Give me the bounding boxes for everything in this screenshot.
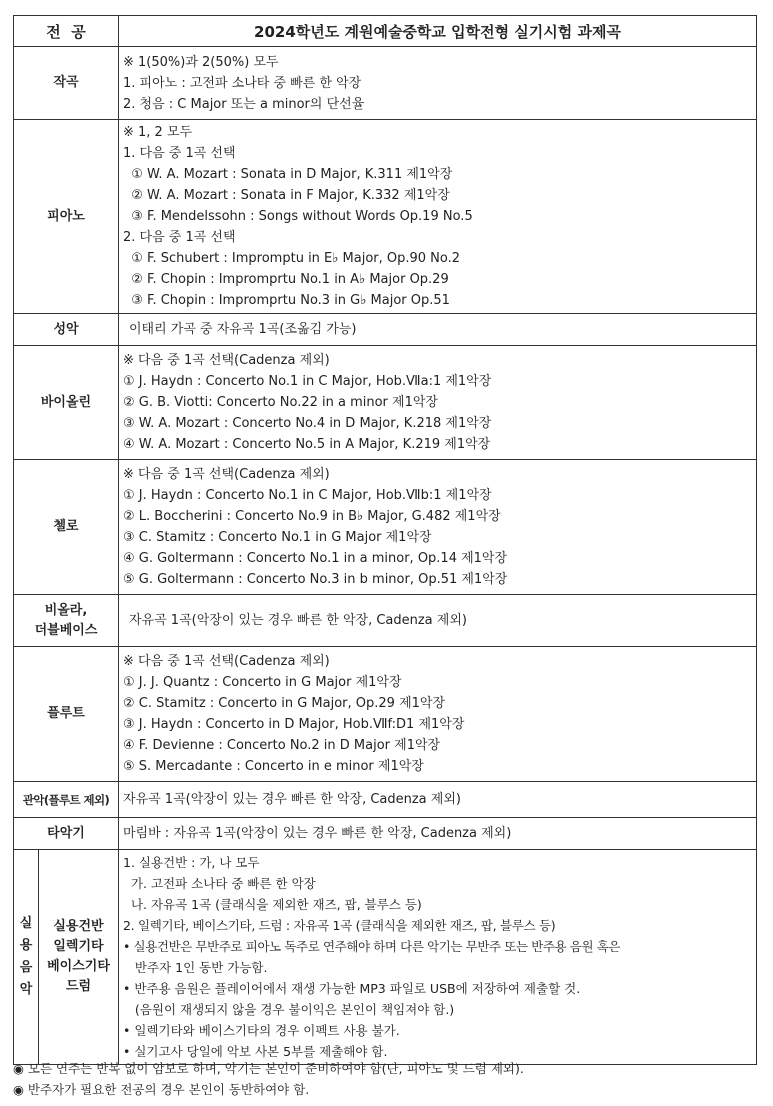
content-line: (음원이 재생되지 않을 경우 불이익은 본인이 책임져야 함.) bbox=[123, 1002, 455, 1017]
content-cell bbox=[119, 346, 757, 460]
content-line: • 실용건반은 무반주로 피아노 독주로 연주해야 하며 다른 악기는 무반주 또는 반주용 음원 혹은 bbox=[123, 939, 621, 954]
content-line: 나. 자유곡 1곡 (클래식을 제외한 재즈, 팝, 블루스 등) bbox=[123, 897, 422, 912]
content-line: ① W. A. Mozart : Sonata in D Major, K.311 제1악장 bbox=[123, 167, 453, 182]
content-cell bbox=[119, 818, 757, 850]
content-line: ④ G. Goltermann : Concerto No.1 in a minor, Op.14 제1악장 bbox=[123, 551, 508, 566]
content-line: ※ 1, 2 모두 bbox=[123, 125, 193, 140]
content-line: 가. 고전파 소나타 중 빠른 한 악장 bbox=[123, 876, 316, 891]
content-line: 2. 다음 중 1곡 선택 bbox=[123, 230, 236, 245]
content-line: ⑤ S. Mercadante : Concerto in e minor 제1악장 bbox=[123, 759, 424, 774]
row-percussion bbox=[14, 818, 757, 850]
content-line: ③ J. Haydn : Concerto in D Major, Hob.Ⅶf:D1 제1악장 bbox=[123, 717, 465, 732]
content-line: ① J. Haydn : Concerto No.1 in C Major, Hob.Ⅶb:1 제1악장 bbox=[123, 488, 492, 503]
content-line: • 반주용 음원은 플레이어에서 재생 가능한 MP3 파일로 USB에 저장하여 제출할 것. bbox=[123, 981, 581, 996]
content-line: 1. 실용건반 : 가, 나 모두 bbox=[123, 855, 260, 870]
content-line: ① F. Schubert : Impromptu in E♭ Major, Op.90 No.2 bbox=[123, 251, 461, 266]
content-cell bbox=[119, 460, 757, 595]
major-label: 타악기 bbox=[14, 818, 119, 850]
row-piano bbox=[14, 120, 757, 314]
content-line: ③ W. A. Mozart : Concerto No.4 in D Major, K.218 제1악장 bbox=[123, 416, 492, 431]
content-cell bbox=[119, 120, 757, 314]
content-line: • 일렉기타와 베이스기타의 경우 이펙트 사용 불가. bbox=[123, 1023, 400, 1038]
row-cello bbox=[14, 460, 757, 595]
content-line: ② G. B. Viotti: Concerto No.22 in a minor 제1악장 bbox=[123, 395, 438, 410]
table-header-row bbox=[14, 16, 757, 47]
row-violin bbox=[14, 346, 757, 460]
content-line: ※ 다음 중 1곡 선택(Cadenza 제외) bbox=[123, 467, 330, 482]
content-line: ② C. Stamitz : Concerto in G Major, Op.29 제1악장 bbox=[123, 696, 446, 711]
footnotes bbox=[13, 1058, 524, 1100]
major-label: 첼로 bbox=[14, 460, 119, 595]
major-label: 피아노 bbox=[14, 120, 119, 314]
content-line: ② F. Chopin : Impromprtu No.1 in A♭ Major Op.29 bbox=[123, 272, 449, 287]
row-viola-bass bbox=[14, 595, 757, 647]
major-label: 성악 bbox=[14, 314, 119, 346]
content-line: ※ 1(50%)과 2(50%) 모두 bbox=[123, 54, 279, 70]
exam-repertoire-table bbox=[13, 15, 757, 1065]
content-line: ※ 다음 중 1곡 선택(Cadenza 제외) bbox=[123, 654, 330, 669]
row-practical-music bbox=[14, 850, 757, 1065]
practical-music-label: 실 용 음 악 bbox=[14, 850, 39, 1065]
content-cell bbox=[119, 647, 757, 782]
major-label: 작곡 bbox=[14, 47, 119, 120]
content-line: ③ F. Mendelssohn : Songs without Words Op.19 No.5 bbox=[123, 209, 473, 224]
content-cell bbox=[119, 47, 757, 120]
content-line: 2. 청음 : C Major 또는 a minor의 단선율 bbox=[123, 96, 365, 112]
content-cell bbox=[119, 595, 757, 647]
content-line: 1. 피아노 : 고전파 소나타 중 빠른 한 악장 bbox=[123, 75, 362, 91]
content-line: 자유곡 1곡(악장이 있는 경우 빠른 한 악장, Cadenza 제외) bbox=[129, 613, 467, 628]
content-line: ③ F. Chopin : Impromprtu No.3 in G♭ Major Op.51 bbox=[123, 293, 450, 308]
content-line: ① J. Haydn : Concerto No.1 in C Major, Hob.Ⅶa:1 제1악장 bbox=[123, 374, 492, 389]
content-cell bbox=[119, 314, 757, 346]
content-line: ② W. A. Mozart : Sonata in F Major, K.332 제1악장 bbox=[123, 188, 450, 203]
content-line: 자유곡 1곡(악장이 있는 경우 빠른 한 악장, Cadenza 제외) bbox=[123, 792, 461, 807]
content-line: ③ C. Stamitz : Concerto No.1 in G Major 제1악장 bbox=[123, 530, 432, 545]
footnote: ◉ 모든 연주는 반복 없이 암보로 하며, 악기는 본인이 준비하여야 함(단, 피아노 및 드럼 제외). bbox=[13, 1061, 524, 1076]
header-major: 전 공 bbox=[14, 16, 119, 47]
major-label: 바이올린 bbox=[14, 346, 119, 460]
content-line: 반주자 1인 동반 가능함. bbox=[123, 960, 268, 975]
row-vocal bbox=[14, 314, 757, 346]
content-line: 1. 다음 중 1곡 선택 bbox=[123, 146, 236, 161]
content-line: ※ 다음 중 1곡 선택(Cadenza 제외) bbox=[123, 353, 330, 368]
content-line: ② L. Boccherini : Concerto No.9 in B♭ Major, G.482 제1악장 bbox=[123, 509, 501, 524]
content-line: 마림바 : 자유곡 1곡(악장이 있는 경우 빠른 한 악장, Cadenza 제외) bbox=[123, 826, 512, 841]
footnote: ◉ 반주자가 필요한 전공의 경우 본인이 동반하여야 함. bbox=[13, 1082, 310, 1097]
content-line: ⑤ G. Goltermann : Concerto No.3 in b minor, Op.51 제1악장 bbox=[123, 572, 508, 587]
major-label: 플루트 bbox=[14, 647, 119, 782]
content-line: 2. 일렉기타, 베이스기타, 드럼 : 자유곡 1곡 (클래식을 제외한 재즈, 팝, 블루스 등) bbox=[123, 918, 556, 933]
content-line: ④ F. Devienne : Concerto No.2 in D Major 제1악장 bbox=[123, 738, 441, 753]
content-line: • 실기고사 당일에 악보 사본 5부를 제출해야 함. bbox=[123, 1044, 388, 1059]
content-line: ④ W. A. Mozart : Concerto No.5 in A Major, K.219 제1악장 bbox=[123, 437, 491, 452]
row-winds bbox=[14, 782, 757, 818]
content-cell bbox=[119, 850, 757, 1065]
row-flute bbox=[14, 647, 757, 782]
row-composition bbox=[14, 47, 757, 120]
content-cell bbox=[119, 782, 757, 818]
practical-sub-majors: 실용건반 일렉기타 베이스기타 드럼 bbox=[39, 850, 119, 1065]
content-line: ① J. J. Quantz : Concerto in G Major 제1악장 bbox=[123, 675, 402, 690]
major-label: 비올라, 더블베이스 bbox=[14, 595, 119, 647]
content-line: 이태리 가곡 중 자유곡 1곡(조옮김 가능) bbox=[129, 322, 357, 337]
header-title: 2024학년도 계원예술중학교 입학전형 실기시험 과제곡 bbox=[119, 16, 757, 47]
major-label: 관악(플루트 제외) bbox=[14, 782, 119, 818]
